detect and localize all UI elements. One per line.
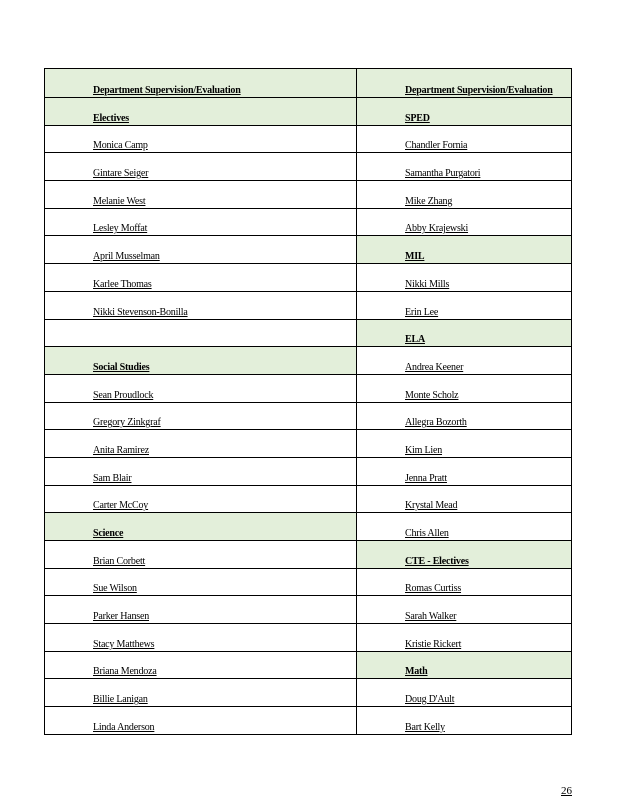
staff-name: Stacy Matthews: [93, 638, 155, 650]
staff-name: Doug D'Ault: [405, 694, 455, 706]
staff-name: Erin Lee: [405, 306, 439, 318]
table-row: [45, 153, 572, 181]
staff-name-cell: [357, 181, 572, 209]
table-row: [45, 347, 572, 375]
staff-name: Sam Blair: [93, 472, 132, 484]
table-row: [45, 181, 572, 209]
staff-name: Nikki Mills: [405, 278, 450, 290]
staff-name: Melanie West: [93, 195, 146, 207]
section-header-cell: [357, 236, 572, 264]
table-row: [45, 291, 572, 319]
table-row: [45, 208, 572, 236]
table-row: [45, 541, 572, 569]
staff-name: Mike Zhang: [405, 195, 453, 207]
table-row: [45, 125, 572, 153]
staff-name-cell: [357, 347, 572, 375]
staff-name: Allegra Bozorth: [405, 417, 467, 429]
staff-name: Romas Curtiss: [405, 583, 462, 595]
staff-name: Monica Camp: [93, 140, 148, 152]
table-row: [45, 596, 572, 624]
staff-name-cell: [45, 707, 357, 735]
staff-name: April Musselman: [93, 251, 160, 263]
staff-name-cell: [357, 264, 572, 292]
section-header-cell: [45, 69, 357, 98]
staff-name: Monte Scholz: [405, 389, 459, 401]
table-row: [45, 374, 572, 402]
staff-name: Billie Lanigan: [93, 694, 148, 706]
staff-name-cell: [357, 208, 572, 236]
section-header-cell: [45, 347, 357, 375]
section-header-text: Department Supervision/Evaluation: [405, 85, 553, 96]
table-row: [45, 69, 572, 98]
staff-name-cell: [45, 624, 357, 652]
section-header-cell: [357, 651, 572, 679]
staff-name-cell: [45, 596, 357, 624]
staff-name: Bart Kelly: [405, 721, 445, 733]
section-header-cell: [45, 98, 357, 126]
staff-name: Andrea Keener: [405, 361, 464, 373]
staff-name: Lesley Moffat: [93, 223, 148, 235]
staff-name: Samantha Purgatori: [405, 168, 481, 180]
staff-name-cell: [357, 624, 572, 652]
staff-name-cell: [45, 291, 357, 319]
staff-name-cell: [357, 679, 572, 707]
staff-name: Parker Hansen: [93, 611, 149, 623]
staff-name: Brian Corbett: [93, 555, 146, 567]
section-header-cell: [357, 69, 572, 98]
staff-name: Anita Ramirez: [93, 444, 149, 456]
staff-name-cell: [357, 596, 572, 624]
section-header-text: ELA: [405, 334, 425, 346]
empty-cell: [45, 319, 357, 347]
section-header-text: Science: [93, 528, 124, 539]
staff-name: Krystal Mead: [405, 500, 458, 512]
section-header-cell: [357, 319, 572, 347]
section-header-text: Electives: [93, 112, 129, 124]
table-row: [45, 485, 572, 513]
staff-name: Gintare Seiger: [93, 168, 149, 180]
section-header-text: SPED: [405, 112, 430, 124]
section-header-cell: [45, 513, 357, 541]
staff-name-cell: [357, 125, 572, 153]
table-row: [45, 568, 572, 596]
staff-name: Sean Proudlock: [93, 389, 154, 401]
staff-name-cell: [357, 291, 572, 319]
staff-name-cell: [45, 208, 357, 236]
section-header-text: MIL: [405, 251, 425, 263]
staff-name: Linda Anderson: [93, 721, 155, 733]
table-row: [45, 402, 572, 430]
staff-name: Gregory Zinkgraf: [93, 417, 161, 429]
staff-name: Kristie Rickert: [405, 638, 462, 650]
staff-name-cell: [357, 707, 572, 735]
staff-name-cell: [357, 485, 572, 513]
table-row: [45, 236, 572, 264]
staff-name-cell: [45, 153, 357, 181]
page-number: 26: [561, 785, 572, 797]
staff-name: Carter McCoy: [93, 500, 149, 512]
staff-name: Kim Lien: [405, 444, 443, 456]
staff-name-cell: [357, 402, 572, 430]
supervision-table-body: [45, 69, 572, 735]
section-header-cell: [357, 98, 572, 126]
staff-name-cell: [45, 374, 357, 402]
staff-name: Briana Mendoza: [93, 666, 157, 678]
staff-name: Abby Krajewski: [405, 223, 469, 235]
table-row: [45, 651, 572, 679]
staff-name-cell: [357, 374, 572, 402]
staff-name: Jenna Pratt: [405, 472, 447, 484]
staff-name-cell: [45, 236, 357, 264]
section-header-text: Department Supervision/Evaluation: [93, 85, 241, 96]
staff-name: Chandler Fornia: [405, 140, 468, 152]
section-header-text: Math: [405, 666, 428, 678]
table-row: [45, 679, 572, 707]
staff-name: Nikki Stevenson-Bonilla: [93, 306, 188, 318]
staff-name: Chris Allen: [405, 528, 449, 539]
table-row: [45, 264, 572, 292]
section-header-text: CTE - Electives: [405, 555, 469, 567]
staff-name-cell: [45, 457, 357, 485]
table-row: [45, 98, 572, 126]
staff-name-cell: [45, 679, 357, 707]
supervision-table: [44, 68, 572, 735]
staff-name-cell: [45, 541, 357, 569]
table-row: [45, 707, 572, 735]
table-row: [45, 457, 572, 485]
staff-name-cell: [45, 651, 357, 679]
staff-name-cell: [357, 457, 572, 485]
table-row: [45, 513, 572, 541]
table-row: [45, 430, 572, 458]
staff-name: Sarah Walker: [405, 611, 457, 623]
staff-name-cell: [357, 568, 572, 596]
section-header-cell: [357, 541, 572, 569]
staff-name-cell: [45, 264, 357, 292]
staff-name-cell: [45, 430, 357, 458]
staff-name-cell: [45, 568, 357, 596]
staff-name-cell: [357, 513, 572, 541]
staff-name-cell: [357, 430, 572, 458]
staff-name-cell: [45, 181, 357, 209]
staff-name-cell: [45, 402, 357, 430]
staff-name-cell: [357, 153, 572, 181]
staff-name: Sue Wilson: [93, 583, 137, 595]
section-header-text: Social Studies: [93, 361, 150, 373]
staff-name: Karlee Thomas: [93, 278, 152, 290]
staff-name-cell: [45, 485, 357, 513]
staff-name-cell: [45, 125, 357, 153]
table-row: [45, 319, 572, 347]
table-row: [45, 624, 572, 652]
